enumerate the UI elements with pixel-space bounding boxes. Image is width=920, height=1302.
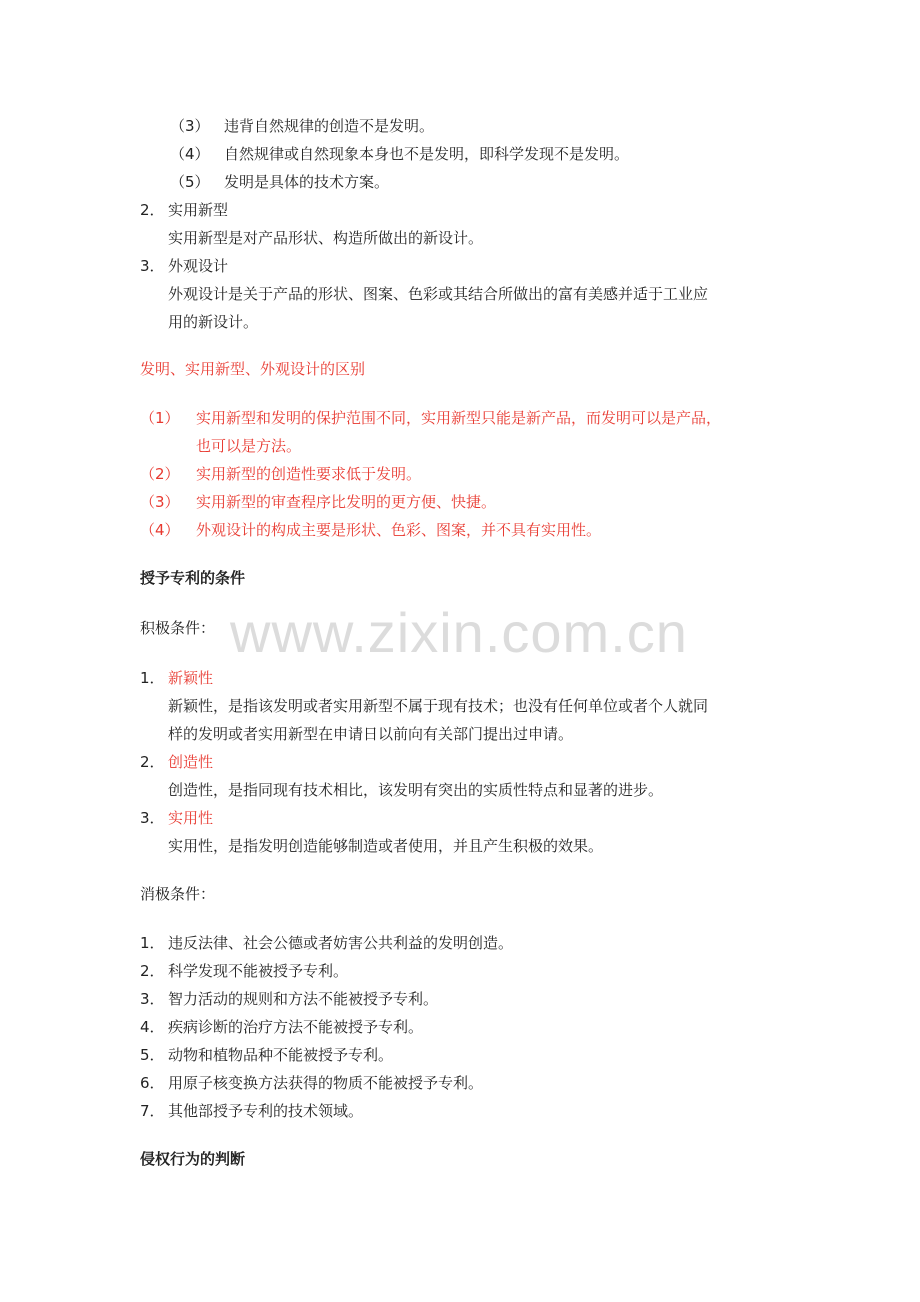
item-number: （2） <box>140 465 180 483</box>
positive-item-novelty <box>140 668 213 688</box>
item-number: 7． <box>140 1102 165 1120</box>
negative-item-2 <box>140 961 348 981</box>
note-number: （4） <box>170 145 210 163</box>
positive-item-creativity <box>140 752 213 772</box>
item-text: 科学发现不能被授予专利。 <box>168 962 349 980</box>
invention-note-3 <box>170 116 434 136</box>
positive-conditions-label: 积极条件： <box>140 619 216 637</box>
item-number: （3） <box>140 493 180 511</box>
invention-note-5 <box>170 172 389 192</box>
item-number: 3． <box>140 990 165 1008</box>
item-text: 疾病诊断的治疗方法不能被授予专利。 <box>168 1018 424 1036</box>
item-text: 实用新型的创造性要求低于发明。 <box>196 465 422 483</box>
difference-item-1 <box>140 408 721 428</box>
note-number: （5） <box>170 173 210 191</box>
negative-item-7 <box>140 1101 363 1121</box>
negative-item-6 <box>140 1073 483 1093</box>
item-title: 新颖性 <box>168 669 214 687</box>
negative-item-3 <box>140 989 438 1009</box>
creativity-desc: 创造性，是指同现有技术相比，该发明有突出的实质性特点和显著的进步。 <box>168 781 664 799</box>
difference-item-4 <box>140 520 601 540</box>
infringement-heading: 侵权行为的判断 <box>140 1150 246 1168</box>
item-number: （4） <box>140 521 180 539</box>
invention-note-4 <box>170 144 629 164</box>
grant-heading: 授予专利的条件 <box>140 569 246 587</box>
negative-conditions-label: 消极条件： <box>140 885 216 903</box>
item-text: 动物和植物品种不能被授予专利。 <box>168 1046 394 1064</box>
item-number: 1． <box>140 669 165 687</box>
negative-item-4 <box>140 1017 423 1037</box>
item-number: 2． <box>140 201 165 219</box>
difference-item-2 <box>140 464 421 484</box>
difference-heading: 发明、实用新型、外观设计的区别 <box>140 360 366 378</box>
item-number: 3． <box>140 809 165 827</box>
utility-model-heading <box>140 200 228 220</box>
item-number: 6． <box>140 1074 165 1092</box>
item-title: 外观设计 <box>168 257 229 275</box>
item-text: 智力活动的规则和方法不能被授予专利。 <box>168 990 439 1008</box>
item-number: 3． <box>140 257 165 275</box>
item-text: 实用新型的审查程序比发明的更方便、快捷。 <box>196 493 497 511</box>
item-text: 违反法律、社会公德或者妨害公共利益的发明创造。 <box>168 934 514 952</box>
item-text: 用原子核变换方法获得的物质不能被授予专利。 <box>168 1074 484 1092</box>
positive-item-practicality <box>140 808 213 828</box>
item-number: 1． <box>140 934 165 952</box>
item-title: 实用新型 <box>168 201 229 219</box>
difference-item-1-cont: 也可以是方法。 <box>196 437 302 455</box>
item-text: 实用新型和发明的保护范围不同，实用新型只能是新产品，而发明可以是产品， <box>196 409 722 427</box>
novelty-desc-line2: 样的发明或者实用新型在申请日以前向有关部门提出过申请。 <box>168 725 574 743</box>
item-text: 外观设计的构成主要是形状、色彩、图案，并不具有实用性。 <box>196 521 602 539</box>
watermark: www.zixin.com.cn <box>230 601 688 664</box>
practicality-desc: 实用性，是指发明创造能够制造或者使用，并且产生积极的效果。 <box>168 837 604 855</box>
design-desc-line2: 用的新设计。 <box>168 313 259 331</box>
item-text: 其他部授予专利的技术领域。 <box>168 1102 364 1120</box>
item-number: 4． <box>140 1018 165 1036</box>
difference-item-3 <box>140 492 496 512</box>
item-number: 5． <box>140 1046 165 1064</box>
novelty-desc-line1: 新颖性，是指该发明或者实用新型不属于现有技术；也没有任何单位或者个人就同 <box>168 697 709 715</box>
note-number: （3） <box>170 117 210 135</box>
item-title: 创造性 <box>168 753 214 771</box>
note-text: 自然规律或自然现象本身也不是发明，即科学发现不是发明。 <box>224 145 630 163</box>
negative-item-1 <box>140 933 513 953</box>
utility-model-desc: 实用新型是对产品形状、构造所做出的新设计。 <box>168 229 484 247</box>
item-number: 2． <box>140 962 165 980</box>
item-number: （1） <box>140 409 180 427</box>
negative-item-5 <box>140 1045 393 1065</box>
item-title: 实用性 <box>168 809 214 827</box>
note-text: 发明是具体的技术方案。 <box>224 173 390 191</box>
note-text: 违背自然规律的创造不是发明。 <box>224 117 435 135</box>
item-number: 2． <box>140 753 165 771</box>
design-heading <box>140 256 228 276</box>
design-desc-line1: 外观设计是关于产品的形状、图案、色彩或其结合所做出的富有美感并适于工业应 <box>168 285 709 303</box>
